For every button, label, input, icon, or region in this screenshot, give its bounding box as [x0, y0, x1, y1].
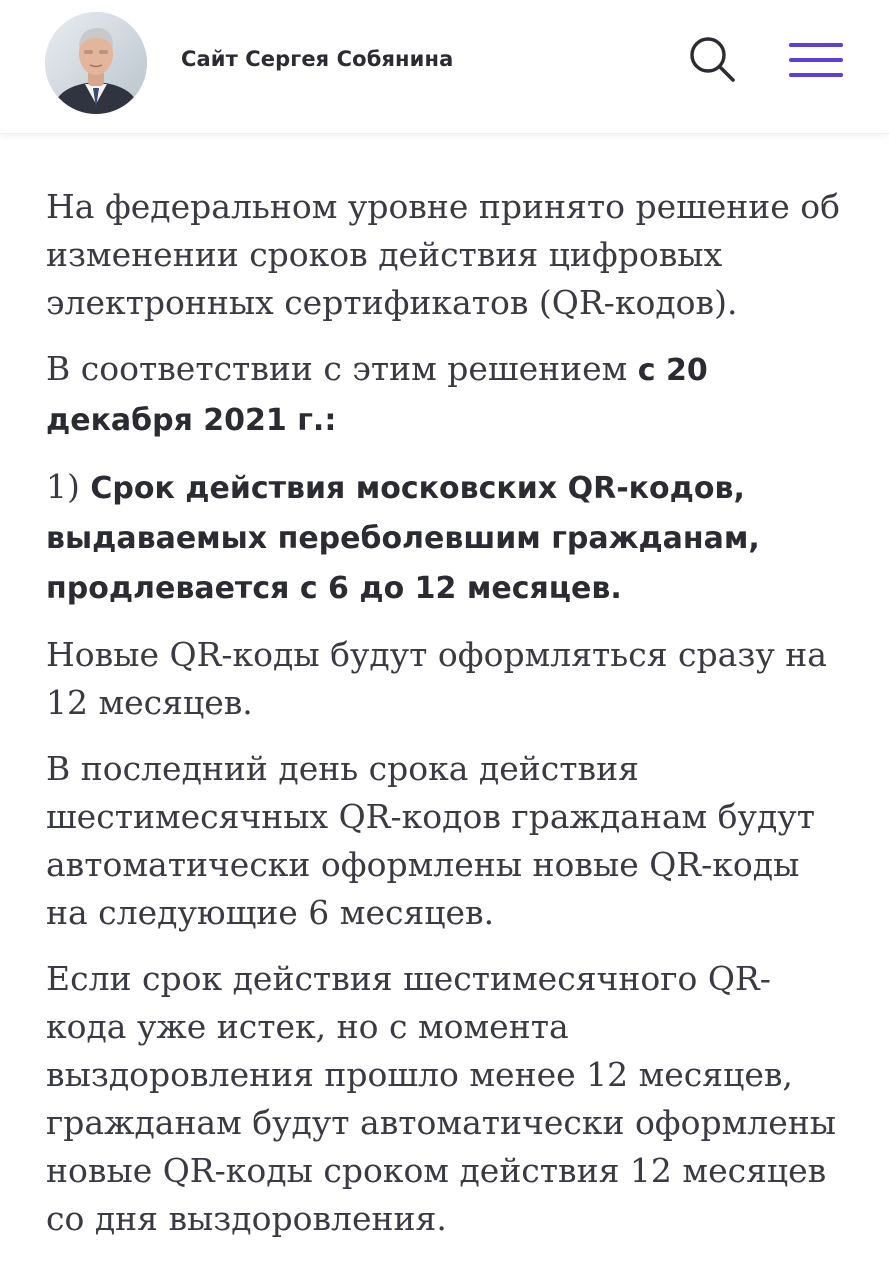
search-button[interactable] — [686, 34, 738, 86]
item-1-bold: Срок действия московских QR-кодов, выдаваемых переболевшим гражданам, продлевается с 6 до 12 месяцев. — [46, 471, 760, 606]
avatar[interactable] — [45, 12, 147, 114]
site-header — [0, 0, 889, 134]
avatar-photo — [45, 12, 147, 114]
search-icon — [686, 34, 738, 86]
hamburger-menu-icon — [785, 38, 847, 86]
paragraph-date-text: В соответствии с этим решением — [46, 349, 638, 388]
paragraph-last-day: В последний день срока действия шестимесячных QR-кодов гражданам будут автоматически оформлены новые QR-коды на следующие 6 месяцев. — [46, 749, 815, 932]
paragraph-expired: Если срок действия шестимесячного QR-кода уже истек, но с момента выздоровления прошло менее 12 месяцев, гражданам будут автоматически оформлены новые QR-коды сроком действия 12 месяцев со дня выздоровления. — [46, 959, 837, 1238]
paragraph-date — [46, 345, 846, 445]
article-body — [46, 183, 846, 1261]
paragraph-date-bold: с 20 декабря 2021 г.: — [46, 353, 708, 438]
menu-button[interactable] — [785, 38, 847, 86]
paragraph-intro: На федеральном уровне принято решение об изменении сроков действия цифровых электронных сертификатов (QR-кодов). — [46, 187, 841, 322]
item-number: 1) — [46, 467, 91, 506]
paragraph-item-1 — [46, 463, 846, 613]
paragraph-new-codes: Новые QR-коды будут оформляться сразу на 12 месяцев. — [46, 635, 827, 722]
site-title[interactable]: Сайт Сергея Собянина — [181, 47, 454, 71]
